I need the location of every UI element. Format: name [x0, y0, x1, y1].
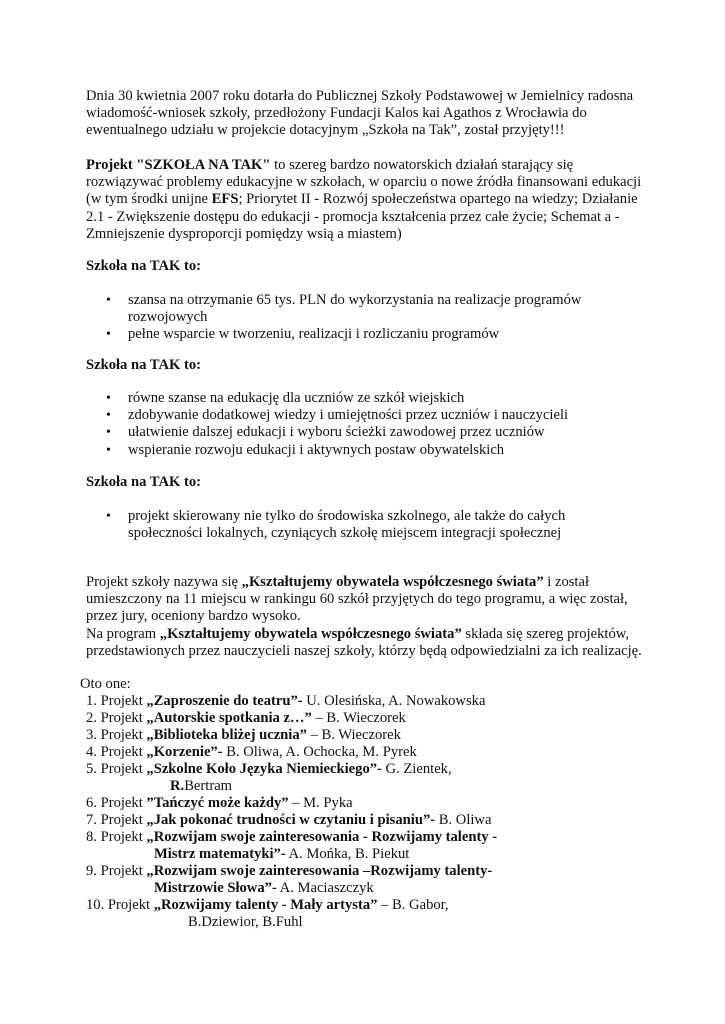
bullet-list: [86, 390, 606, 459]
list-item: • szansa na otrzymanie 65 tys. PLN do wykorzystania na realizacje programów rozwojowych: [86, 292, 606, 326]
project-authors: Bertram: [184, 778, 233, 794]
project-entry: [86, 795, 353, 812]
project-authors: – B. Gabor,: [377, 897, 449, 913]
project-number: 6. Projekt: [86, 795, 147, 811]
project-entry: [86, 812, 491, 829]
project-title: „Zaproszenie do teatru”-: [146, 693, 303, 709]
project-entry-continuation: [188, 914, 303, 931]
project-number: 10. Projekt: [86, 897, 154, 913]
project-authors: G. Zientek,: [381, 761, 452, 777]
project-authors: B. Oliwa: [435, 812, 492, 828]
project-title: „Szkolne Koło Języka Niemieckiego”-: [146, 761, 382, 777]
program-paragraph: [86, 574, 646, 626]
text-run: Projekt szkoły nazywa się: [86, 574, 242, 590]
project-title: „Jak pokonać trudności w czytaniu i pisaniu”-: [146, 812, 436, 828]
project-description-paragraph: [86, 157, 646, 243]
project-title: „Korzenie”-: [146, 744, 223, 760]
project-authors: A. Mońka, B. Piekut: [285, 846, 410, 862]
project-number: 5. Projekt: [86, 761, 147, 777]
project-entry-continuation: [154, 846, 409, 863]
project-description-part2: ; Priorytet II - Rozwój społeczeństwa opartego na wiedzy; Działanie 2.1 - Zwiększenie dostępu do edukacji - promocja kształcenia przez całe życie; Schemat a - Zmniejszenie dysproporcji pomiędzy wsią a miastem): [86, 191, 638, 242]
project-authors: B.Dziewior, B.Fuhl: [188, 914, 303, 930]
project-title: „Biblioteka bliżej ucznia”: [146, 727, 307, 743]
project-title: „Autorskie spotkania z…”: [146, 710, 312, 726]
project-name: Projekt "SZKOŁA NA TAK": [86, 157, 271, 173]
list-item: • wspieranie rozwoju edukacji i aktywnych postaw obywatelskich: [86, 442, 606, 459]
project-authors: – B. Wieczorek: [311, 710, 406, 726]
project-entry: [86, 829, 497, 846]
project-number: 2. Projekt: [86, 710, 147, 726]
project-entry: [86, 727, 401, 744]
list-item: • projekt skierowany nie tylko do środowiska szkolnego, ale także do całych społeczności lokalnych, czyniących szkołę miejscem integracji społecznej: [86, 508, 606, 542]
section-heading: Szkoła na TAK to:: [86, 258, 202, 274]
text-run: R.: [170, 778, 185, 794]
project-entry: [86, 693, 485, 710]
project-entry: [86, 744, 417, 761]
list-item: • ułatwienie dalszej edukacji i wyboru ścieżki zawodowej przez uczniów: [86, 424, 606, 441]
project-entry: [86, 761, 452, 778]
project-number: 9. Projekt: [86, 863, 147, 879]
project-entry: [86, 710, 406, 727]
section-heading: Szkoła na TAK to:: [86, 474, 202, 490]
project-authors: B. Oliwa, A. Ochocka, M. Pyrek: [222, 744, 417, 760]
text-run: składa się szereg projektów, przedstawionych przez nauczycieli naszej szkoły, którzy będą odpowiedzialni za ich realizację.: [86, 626, 642, 660]
project-title: Mistrzowie Słowa”-: [154, 880, 277, 896]
project-title: „Rozwijamy talenty - Mały artysta”: [153, 897, 378, 913]
project-entry-continuation: [170, 778, 232, 795]
project-description-part1: to szereg bardzo nowatorskich działań starający się rozwiązywać problemy edukacyjne w szkołach, w oparciu o nowe źródła finansowani edukacji (w tym środki unijne: [86, 157, 642, 208]
list-item: • równe szanse na edukację dla uczniów ze szkół wiejskich: [86, 390, 606, 407]
text-run: Na program: [86, 626, 160, 642]
project-authors: – M. Pyka: [288, 795, 353, 811]
project-entry-continuation: [154, 880, 374, 897]
list-item: • zdobywanie dodatkowej wiedzy i umiejętności przez uczniów i nauczycieli: [86, 407, 606, 424]
project-authors: U. Olesińska, A. Nowakowska: [302, 693, 486, 709]
projects-intro: Oto one:: [80, 676, 131, 692]
project-title: „Rozwijam swoje zainteresowania –Rozwijamy talenty-: [146, 863, 493, 879]
program-composition-paragraph: [86, 626, 642, 660]
efs-label: EFS: [211, 191, 239, 208]
text-run: i został umieszczony na 11 miejscu w rankingu 60 szkół przyjętych do tego programu, a więc został, przez jury, oceniony bardzo wysoko.: [86, 574, 628, 625]
intro-paragraph: Dnia 30 kwietnia 2007 roku dotarła do Publicznej Szkoły Podstawowej w Jemielnicy radosna wiadomość-wniosek szkoły, przedłożony Fundacji Kalos kai Agathos z Wrocławia do ewentualnego udziału w projekcie dotacyjnym „Szkoła na Tak”, został przyjęty!!!: [86, 88, 634, 139]
project-title: ”Tańczyć może każdy”: [146, 795, 289, 811]
project-number: 1. Projekt: [86, 693, 147, 709]
project-authors: A. Maciaszczyk: [276, 880, 374, 896]
section-heading: Szkoła na TAK to:: [86, 357, 202, 373]
bullet-list: [86, 292, 606, 344]
bullet-list: [86, 508, 606, 542]
project-entry: [86, 897, 449, 914]
project-title: „Rozwijam swoje zainteresowania - Rozwijamy talenty -: [146, 829, 498, 845]
project-number: 8. Projekt: [86, 829, 147, 845]
program-title: „Kształtujemy obywatela współczesnego świata”: [159, 626, 462, 642]
project-number: 4. Projekt: [86, 744, 147, 760]
list-item: • pełne wsparcie w tworzeniu, realizacji i rozliczaniu programów: [86, 326, 606, 343]
project-title: Mistrz matematyki”-: [154, 846, 286, 862]
project-entry: [86, 863, 492, 880]
project-authors: – B. Wieczorek: [306, 727, 401, 743]
program-title: „Kształtujemy obywatela współczesnego świata”: [241, 574, 544, 590]
project-number: 3. Projekt: [86, 727, 147, 743]
project-number: 7. Projekt: [86, 812, 147, 828]
